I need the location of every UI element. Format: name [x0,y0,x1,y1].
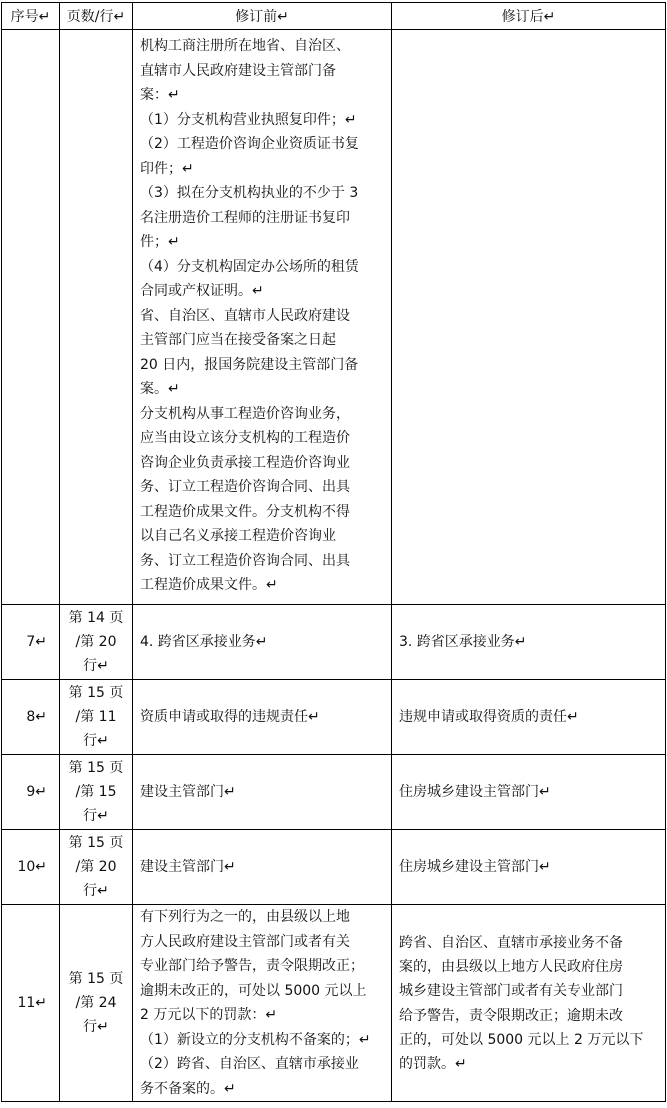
page-line-text: /第 11 [75,709,117,725]
before-text-cell [133,605,392,680]
page-line-text: 行↵ [83,808,109,824]
after-text-line: 正的，可处以 5000 元以上 2 万元以下 [399,1031,644,1048]
row-index: 8↵ [2,680,60,755]
after-text-line: 城乡建设主管部门或者有关专业部门 [399,983,623,1000]
table-row [2,30,666,605]
page-line-text: 第 15 页 [68,971,124,987]
page-line-text: 行↵ [83,658,109,674]
page-line-cell [60,905,133,1102]
after-text-cell [392,30,666,605]
row-index: 11↵ [2,905,60,1102]
before-text-cell [133,30,392,605]
before-text-line: 有下列行为之一的，由县级以上地 [140,909,350,925]
before-text-line: 机构工商注册所在地省、自治区、 [140,38,350,54]
before-text-line: 应当由设立该分支机构的工程造价 [140,430,350,446]
header-before: 修订前↵ [133,3,392,30]
before-text-line: 合同或产权证明。↵ [140,283,264,299]
before-text-cell [133,680,392,755]
before-text-line: 务、订立工程造价咨询合同、出具 [140,552,350,569]
table-row [2,605,666,680]
before-text-line: 案。↵ [140,381,180,397]
before-text-line: 2 万元以下的罚款：↵ [140,1007,278,1023]
before-text-line: 20 日内，报国务院建设主管部门备 [140,356,359,373]
before-text-line: 以自己名义承接工程造价咨询业 [140,528,336,544]
after-text-line: 住房城乡建设主管部门↵ [399,858,551,875]
before-text-line: 务不备案的。↵ [140,1080,236,1097]
row-index [2,30,60,605]
after-text-line: 违规申请或取得资质的责任↵ [399,708,579,725]
after-text-cell [392,905,666,1102]
before-text-line: 资质申请或取得的违规责任↵ [140,708,320,725]
before-text-line: （2）跨省、自治区、直辖市承接业 [140,1056,359,1072]
before-text-line: 务、订立工程造价咨询合同、出具 [140,479,350,495]
after-text-line: 跨省、自治区、直辖市承接业务不备 [399,935,623,951]
before-text-line: 逾期未改正的，可处以 5000 元以上 [140,982,367,999]
page-line-text: 行↵ [83,1019,109,1035]
page-line-text: /第 20 [75,634,117,650]
before-text-line: 名注册造价工程师的注册证书复印 [140,209,350,226]
before-text-line: 件；↵ [140,234,180,250]
before-text-line: 案：↵ [140,87,180,103]
table-row [2,755,666,830]
before-text-line: 直辖市人民政府建设主管部门备 [140,62,336,79]
before-text-line: （2）工程造价咨询企业资质证书复 [140,136,359,152]
before-text-line: 主管部门应当在接受备案之日起 [140,332,336,348]
before-text-line: 咨询企业负责承接工程造价咨询业 [140,454,350,471]
row-index: 9↵ [2,755,60,830]
before-text-line: （3）拟在分支机构执业的不少于 3 [140,185,359,201]
after-text-line: 住房城乡建设主管部门↵ [399,783,551,800]
before-text-line: 方人民政府建设主管部门或者有关 [140,933,350,950]
before-text-cell [133,755,392,830]
before-text-line: 工程造价成果文件。分支机构不得 [140,503,350,520]
header-page-line: 页数/行↵ [60,3,133,30]
page-line-text: /第 20 [75,859,117,875]
before-text-line: （4）分支机构固定办公场所的租赁 [140,258,359,275]
table-row [2,680,666,755]
before-text-line: 分支机构从事工程造价咨询业务， [140,405,350,422]
page-line-text: 第 15 页 [68,685,124,701]
page-line-text: 第 14 页 [68,610,124,626]
before-text-line: 4. 跨省区承接业务↵ [140,633,268,650]
before-text-line: 专业部门给予警告，责令限期改正； [140,958,364,974]
page-line-cell [60,830,133,905]
after-text-line: 3. 跨省区承接业务↵ [399,633,527,650]
page-line-text: /第 24 [75,995,117,1011]
page-line-cell [60,605,133,680]
page-line-cell [60,755,133,830]
after-text-cell [392,830,666,905]
page-line-text: 行↵ [83,883,109,899]
header-index: 序号↵ [2,3,60,30]
after-text-cell [392,680,666,755]
before-text-line: 印件；↵ [140,160,194,177]
revision-table [1,2,666,1102]
after-text-line: 的罚款。↵ [399,1056,467,1073]
before-text-cell [133,830,392,905]
after-text-line: 给予警告，责令限期改正；逾期未改 [399,1007,623,1024]
before-text-cell [133,905,392,1102]
before-text-line: （1）分支机构营业执照复印件；↵ [140,111,357,128]
page-line-cell [60,30,133,605]
after-text-line: 案的，由县级以上地方人民政府住房 [399,959,623,976]
after-text-cell [392,755,666,830]
row-index: 7↵ [2,605,60,680]
header-row [2,3,666,30]
page-line-text: 行↵ [83,733,109,749]
row-index: 10↵ [2,830,60,905]
header-after: 修订后↵ [392,3,666,30]
table-row [2,830,666,905]
page-line-cell [60,680,133,755]
before-text-line: 建设主管部门↵ [140,858,236,875]
page-line-text: /第 15 [75,784,117,800]
before-text-line: （1）新设立的分支机构不备案的；↵ [140,1031,371,1048]
page-line-text: 第 15 页 [68,835,124,851]
before-text-line: 省、自治区、直辖市人民政府建设 [140,307,350,324]
before-text-line: 建设主管部门↵ [140,783,236,800]
table-row [2,905,666,1102]
before-text-line: 工程造价成果文件。↵ [140,577,278,593]
page-line-text: 第 15 页 [68,760,124,776]
after-text-cell [392,605,666,680]
